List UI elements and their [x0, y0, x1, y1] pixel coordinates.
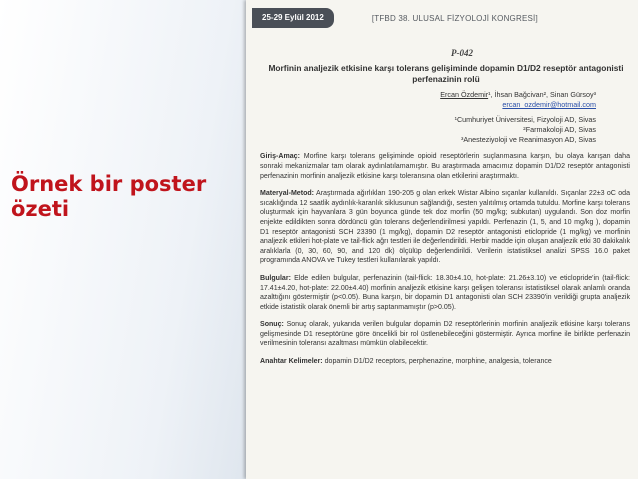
date-badge: 25-29 Eylül 2012 [252, 8, 334, 28]
other-authors: ¹, İhsan Bağcivan², Sinan Gürsoy³ [488, 90, 596, 99]
section-text: dopamin D1/D2 receptors, perphenazine, morphine, analgesia, tolerance [324, 358, 552, 366]
section-label: Bulgular: [260, 274, 291, 282]
section-label: Giriş-Amaç: [260, 153, 300, 161]
section-label: Anahtar Kelimeler: [260, 358, 323, 366]
section-intro [260, 152, 630, 181]
section-methods [260, 189, 630, 266]
section-text: Elde edilen bulgular, perfenazinin (tail-flick: 18.30±4.10, hot-plate: 21.26±3.10) ve eticlopride'in (tail-flick: 17.41±4.20, hot-plate: 22.00±4.40) morfinin analjezik etkisine karşı gelişen toleransı istatistiksel olarak anlamlı oranda azalttığını göstermiştir (p<0.05). Buna karşın, bir dopamin D1 antagonisti olan SCH 23390'in verildiği grupta analjezik etkide istatistik olarak önemli bir artış saptanmamıştır (p>0.05). [260, 274, 630, 311]
authors [246, 90, 596, 109]
section-results [260, 274, 630, 312]
section-label: Sonuç: [260, 321, 284, 329]
slide-title: Örnek bir poster özeti [11, 172, 207, 221]
section-text: Araştırmada ağırlıkları 190-205 g olan erkek Wistar Albino sıçanlar kullanıldı. Sıçanlar 22±3 oC oda sıcaklığında 12 saatlik aydınlık-karanlık siklusunun sağlandığı, sesten yalıtılmış ortamda tutuldu. Morfine karşı tolerans oluşturmak için hayvanlara 3 gün boyunca günde tek doz morfin (50 mg/kg; subkutan) uygulandı. Son doz morfin enjekte edildikten sonra dördüncü gün tolerans değerlendirilmesi yapıldı. Perfenazin (1, 5, and 10 mg/kg ), dopamin D1 reseptör antagonisti SCH 23390 (1 mg/kg), dopamin D2 reseptör antagonisti eticlopride (1 mg/kg) ve morfinin analjezik etkileri hot-plate ve tail-flick ağrı testleri ile değerlendirildi. Herbir madde için oluşan analjezik etki 30 dakikalık aralıklarla (0, 30, 60, 90, and 120 dk) ölçülüp değerlendirildi. Verilerin istatistiksel analizi SPSS 16.0 paket programında ANOVA ve Tukey testleri kullanılarak yapıldı. [260, 190, 630, 265]
poster-code: P-042 [451, 48, 473, 58]
section-conclusion [260, 320, 630, 349]
section-keywords [260, 357, 630, 367]
affiliation-1: ¹Cumhuriyet Üniversitesi, Fizyoloji AD, Sivas [454, 115, 596, 124]
congress-name: [TFBD 38. ULUSAL FİZYOLOJİ KONGRESİ] [371, 13, 538, 23]
affiliation-2: ²Farmakoloji AD, Sivas [523, 124, 596, 134]
section-text: Sonuç olarak, yukarıda verilen bulgular dopamin D2 reseptörlerinin morfinin analjezik etkisine karşı tolerans gelişmesinde D1 reseptörüne göre öncelikli bir rol üstlenebileceğini göstermiştir. Ayrıca morfine ile birlikte perfenazin verilmesinin toleransı azaltması mümkün olabilecektir. [260, 321, 630, 348]
author-email[interactable]: ercan_ozdemir@hotmail.com [502, 99, 596, 109]
affiliations [246, 115, 596, 144]
abstract-document [246, 0, 638, 479]
section-text: Morfine karşı tolerans gelişiminde opioid reseptörlerin suçlanmasına karşın, bu olaya karışan daha sonraki mekanizmalar tam olarak aydınlatılamamıştır. Bu araştırmada amacımız dopamin D1/D2 reseptör antagonisti perfenazinin morfinin analjezik etkisine karşı toleransına olan etkilerini araştırmaktı. [260, 153, 630, 180]
section-label: Materyal-Metod: [260, 190, 315, 198]
document-header [252, 8, 632, 28]
first-author: Ercan Özdemir [440, 90, 489, 99]
abstract-title: Morfinin analjezik etkisine karşı tolerans gelişiminde dopamin D1/D2 reseptör antagonisti perfenazinin rolü [268, 63, 624, 84]
affiliation-3: ³Anesteziyoloji ve Reanimasyon AD, Sivas [460, 134, 596, 144]
slide-left-panel [0, 0, 246, 479]
